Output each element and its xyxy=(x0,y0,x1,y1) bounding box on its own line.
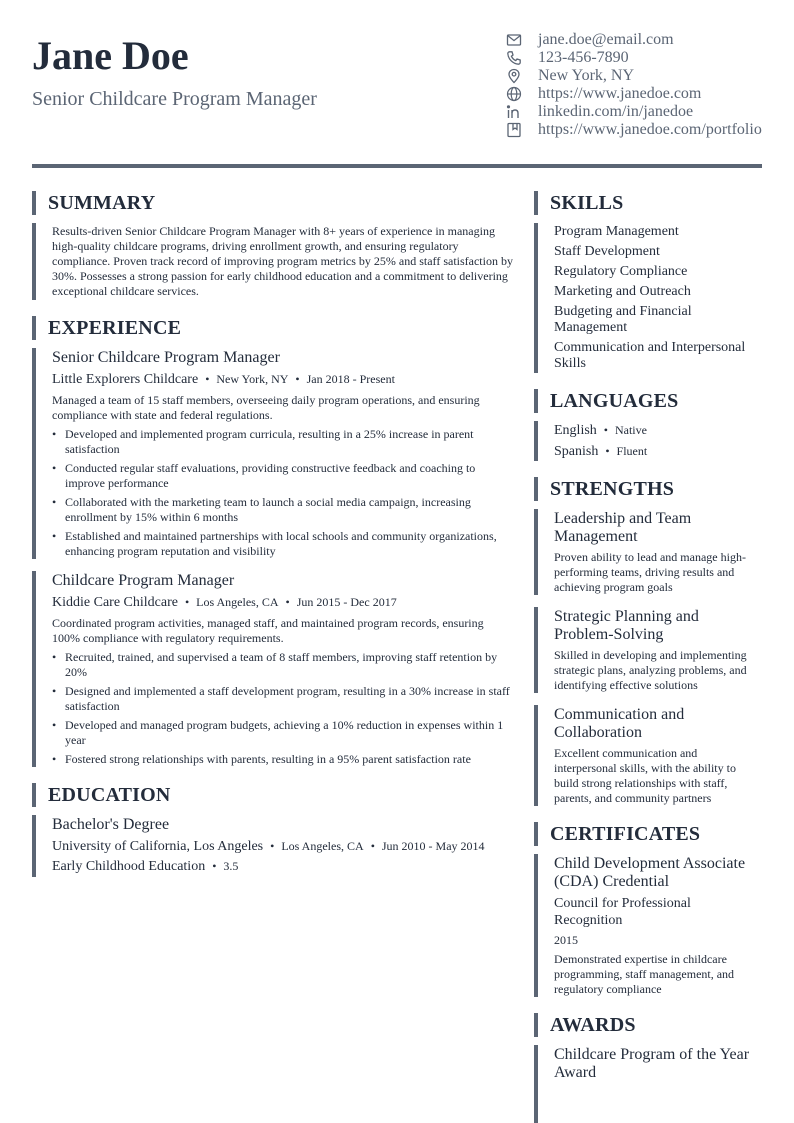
list-item: • Established and maintained partnerships with local schools and community organizations, enhancing program reputation and visibility xyxy=(52,529,514,559)
phone-icon xyxy=(506,50,522,66)
strength-entry xyxy=(534,607,762,693)
main-column xyxy=(32,191,514,877)
experience-entry xyxy=(32,348,514,559)
list-item: • Recruited, trained, and supervised a team of 8 staff members, improving staff retention by 20% xyxy=(52,650,514,680)
language-level: Fluent xyxy=(616,444,648,458)
job-meta: Little Explorers Childcare • New York, NY • Jan 2018 - Present xyxy=(52,372,395,387)
language-name: English xyxy=(554,423,597,438)
strength-entry xyxy=(534,509,762,595)
summary-heading: SUMMARY xyxy=(32,191,514,215)
certificate-title: Child Development Associate (CDA) Credential xyxy=(554,855,746,890)
school-name: University of California, Los Angeles xyxy=(52,839,264,854)
strength-entry xyxy=(534,705,762,806)
contact-website[interactable] xyxy=(506,85,766,103)
sidebar-column xyxy=(534,191,762,1123)
mail-icon xyxy=(506,32,522,48)
job-dates: Jun 2015 - Dec 2017 xyxy=(296,595,397,609)
header-divider xyxy=(32,164,762,168)
job-location: Los Angeles, CA xyxy=(196,595,279,609)
languages-heading: LANGUAGES xyxy=(534,389,762,413)
email-text[interactable]: jane.doe@email.com xyxy=(538,31,674,48)
skills-heading: SKILLS xyxy=(534,191,762,215)
linkedin-icon xyxy=(506,104,522,120)
job-description: Managed a team of 15 staff members, overseeing daily program operations, and ensuring compliance with state and federal regulations. xyxy=(52,393,480,422)
skill-item: Communication and Interpersonal Skills xyxy=(554,340,746,371)
summary-text: Results-driven Senior Childcare Program Manager with 8+ years of experience in managing high-quality childcare programs, driving enrollment growth, and ensuring regulatory compliance. Proven track record of improving program metrics by 25% and staff satisfaction by 30%. Possesses a strong passion for early childhood education and a commitment to delivering exceptional childcare services. xyxy=(52,224,513,298)
list-item: • Conducted regular staff evaluations, providing constructive feedback and coaching to improve performance xyxy=(52,461,514,491)
school-meta: University of California, Los Angeles • Los Angeles, CA • Jun 2010 - May 2014 xyxy=(52,839,485,854)
certificate-desc: Demonstrated expertise in childcare programming, staff management, and regulatory compliance xyxy=(554,952,735,996)
school-dates: Jun 2010 - May 2014 xyxy=(381,839,485,853)
job-achievements xyxy=(52,427,514,559)
school-location: Los Angeles, CA xyxy=(281,839,364,853)
awards-heading: AWARDS xyxy=(534,1013,762,1037)
job-dates: Jan 2018 - Present xyxy=(306,372,395,386)
certificate-entry xyxy=(534,854,762,997)
job-role: Senior Childcare Program Manager xyxy=(52,349,280,366)
degree: Bachelor's Degree xyxy=(52,816,170,833)
strengths-heading: STRENGTHS xyxy=(534,477,762,501)
strength-title: Communication and Collaboration xyxy=(554,706,685,741)
strength-desc: Skilled in developing and implementing strategic plans, analyzing problems, and identifying effective solutions xyxy=(554,648,747,692)
job-description: Coordinated program activities, managed staff, and maintained program records, ensuring 100% compliance with regulatory requirements. xyxy=(52,616,484,645)
language-name: Spanish xyxy=(554,444,599,459)
linkedin-link[interactable]: linkedin.com/in/janedoe xyxy=(538,103,694,120)
contact-list xyxy=(506,31,766,139)
candidate-title: Senior Childcare Program Manager xyxy=(32,88,317,110)
list-item: • Developed and managed program budgets, achieving a 10% reduction in expenses within 1 year xyxy=(52,718,514,748)
job-achievements xyxy=(52,650,514,767)
experience-entry xyxy=(32,571,514,767)
resume-header xyxy=(32,30,762,150)
award-entry xyxy=(534,1045,762,1123)
education-entry xyxy=(32,815,514,877)
contact-phone[interactable] xyxy=(506,49,766,67)
contact-linkedin[interactable] xyxy=(506,103,766,121)
list-item: • Developed and implemented program curricula, resulting in a 25% increase in parent satisfaction xyxy=(52,427,514,457)
experience-heading: EXPERIENCE xyxy=(32,316,514,340)
portfolio-link[interactable]: https://www.janedoe.com/portfolio xyxy=(538,121,762,138)
certificate-year: 2015 xyxy=(554,933,578,947)
summary-section xyxy=(32,223,514,300)
award-title: Childcare Program of the Year Award xyxy=(554,1046,750,1081)
skill-item: Regulatory Compliance xyxy=(554,264,688,279)
contact-portfolio[interactable] xyxy=(506,121,766,139)
list-item: • Designed and implemented a staff development program, resulting in a 30% increase in staff satisfaction xyxy=(52,684,514,714)
field-of-study: Early Childhood Education xyxy=(52,859,206,874)
job-role: Childcare Program Manager xyxy=(52,572,235,589)
skill-item: Budgeting and Financial Management xyxy=(554,304,692,335)
map-pin-icon xyxy=(506,68,522,84)
strength-desc: Excellent communication and interpersonal skills, with the ability to build strong relationships with staff, parents, and community partners xyxy=(554,746,736,805)
contact-email[interactable] xyxy=(506,31,766,49)
phone-text[interactable]: 123-456-7890 xyxy=(538,49,629,66)
gpa: 3.5 xyxy=(223,859,239,873)
job-location: New York, NY xyxy=(216,372,289,386)
language-level: Native xyxy=(614,423,647,437)
skill-item: Marketing and Outreach xyxy=(554,284,691,299)
strength-desc: Proven ability to lead and manage high-performing teams, driving results and achieving program goals xyxy=(554,550,746,594)
bookmark-icon xyxy=(506,122,522,138)
website-link[interactable]: https://www.janedoe.com xyxy=(538,85,702,102)
contact-location xyxy=(506,67,766,85)
field-meta: Early Childhood Education • 3.5 xyxy=(52,859,239,874)
list-item: • Collaborated with the marketing team to launch a social media campaign, increasing enrollment by 15% within 6 months xyxy=(52,495,514,525)
education-heading: EDUCATION xyxy=(32,783,514,807)
skill-item: Staff Development xyxy=(554,244,660,259)
strength-title: Leadership and Team Management xyxy=(554,510,692,545)
language-item: English • Native xyxy=(554,423,647,438)
globe-icon xyxy=(506,86,522,102)
strength-title: Strategic Planning and Problem-Solving xyxy=(554,608,699,643)
certificates-heading: CERTIFICATES xyxy=(534,822,762,846)
location-text: New York, NY xyxy=(538,67,635,84)
job-company: Little Explorers Childcare xyxy=(52,372,199,387)
candidate-name: Jane Doe xyxy=(32,33,189,78)
languages-section xyxy=(534,421,762,461)
job-meta: Kiddie Care Childcare • Los Angeles, CA • Jun 2015 - Dec 2017 xyxy=(52,595,397,610)
language-item: Spanish • Fluent xyxy=(554,444,648,459)
list-item: • Fostered strong relationships with parents, resulting in a 95% parent satisfaction rate xyxy=(52,752,514,767)
skill-item: Program Management xyxy=(554,224,679,239)
job-company: Kiddie Care Childcare xyxy=(52,595,178,610)
skills-section xyxy=(534,223,762,373)
certificate-issuer: Council for Professional Recognition xyxy=(554,896,691,928)
